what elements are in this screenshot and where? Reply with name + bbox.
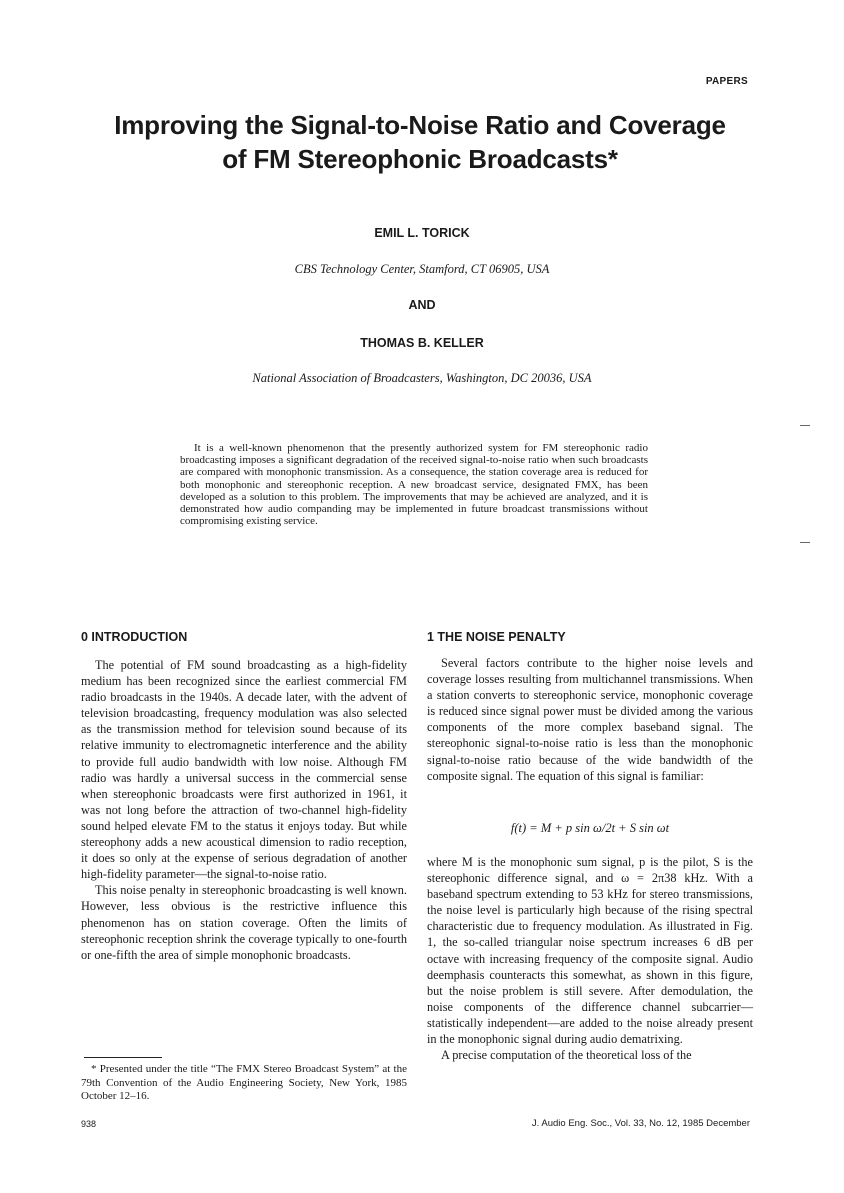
section-0-body <box>81 657 407 963</box>
section-1-body-top <box>427 655 753 784</box>
section-1-body-bottom <box>427 854 753 1063</box>
paper-title <box>60 108 780 176</box>
margin-mark <box>800 542 810 543</box>
section-0 <box>81 630 407 644</box>
journal-citation: J. Audio Eng. Soc., Vol. 33, No. 12, 1985 December <box>531 1118 750 1129</box>
author-1-name: EMIL L. TORICK <box>374 226 470 240</box>
paragraph: This noise penalty in stereophonic broadcasting is well known. However, less obvious is the restrictive influence this phenomenon has on station coverage. Often the limits of stereophonic reception shrink the coverage typically to one-fourth or one-fifth the area of simple monophonic broadcasts. <box>81 883 407 962</box>
section-label: PAPERS <box>705 76 748 87</box>
footnote-rule <box>84 1057 162 1058</box>
section-1 <box>427 630 753 644</box>
abstract: It is a well-known phenomenon that the presently authorized system for FM stereophonic radio broadcasting imposes a significant degradation of the received signal-to-noise ratio when such broadcasts are compared with monophonic transmission. As a consequence, the station coverage area is reduced for both monophonic and stereophonic reception. A new broadcast service, designated FMX, has been developed as a solution to this problem. The improvements that may be achieved are analyzed, and it is demonstrated how audio companding may be implemented in future broadcast transmissions without compromising existing service. <box>180 442 648 528</box>
section-0-heading: 0 INTRODUCTION <box>81 630 188 644</box>
author-1-affiliation: CBS Technology Center, Stamford, CT 06905, USA <box>294 262 550 276</box>
author-2-affiliation: National Association of Broadcasters, Washington, DC 20036, USA <box>252 371 592 385</box>
footnote: * Presented under the title “The FMX Stereo Broadcast System” at the 79th Convention of the Audio Engineering Society, New York, 1985 October 12–16. <box>81 1063 407 1102</box>
page-number: 938 <box>81 1119 97 1129</box>
title-line-1: Improving the Signal-to-Noise Ratio and Coverage <box>114 110 726 140</box>
paragraph: The potential of FM sound broadcasting as a high-fidelity medium has been recognized since the earliest commercial FM radio broadcasts in the 1940s. A decade later, with the advent of television broadcasting, frequency modulation was also selected as the transmission method for television sound because of its relative immunity to electromagnetic interference and the ability to provide full audio bandwidth with low noise. Although FM radio was hardly a universal success in the commercial sense when stereophonic broadcasts were first authorized in 1961, it was not long before the attraction of two-channel high-fidelity sound helped elevate FM to the status it enjoys today. But while stereophony adds a new acoustical dimension to radio reception, it does so only at the expense of serious degradation of another high-fidelity parameter—the signal-to-noise ratio. <box>81 658 407 882</box>
equation: f(t) = M + p sin ω/2t + S sin ωt <box>510 821 670 835</box>
paragraph: A precise computation of the theoretical loss of the <box>441 1048 692 1063</box>
author-2-name: THOMAS B. KELLER <box>360 336 484 350</box>
section-1-heading: 1 THE NOISE PENALTY <box>427 630 566 644</box>
paragraph: where M is the monophonic sum signal, p is the pilot, S is the stereophonic difference signal, and ω = 2π38 kHz. With a baseband spectrum extending to 53 kHz for stereo transmissions, the noise level is particularly high because of the rising spectral characteristic due to frequency modulation. As illustrated in Fig. 1, the so-called triangular noise spectrum increases 6 dB per octave with increasing frequency of the composite signal. Audio deemphasis counteracts this somewhat, as shown in this figure, but the noise problem is still severe. After demodulation, the noise components of the difference channel subcarrier—statistically independent—are added to the noise already present in the monophonic signal during audio dematrixing. <box>427 855 753 1047</box>
title-line-2: of FM Stereophonic Broadcasts* <box>222 144 618 174</box>
margin-mark <box>800 425 810 426</box>
paragraph: Several factors contribute to the higher noise levels and coverage losses resulting from multichannel transmissions. When a station converts to stereophonic service, monophonic coverage is reduced since signal power must be divided among the various components of the more complex baseband signal. The stereophonic signal-to-noise ratio is less than the monophonic signal-to-noise ratio because of the wide bandwidth of the composite signal. The equation of this signal is familiar: <box>427 656 753 783</box>
and-separator: AND <box>408 298 436 312</box>
